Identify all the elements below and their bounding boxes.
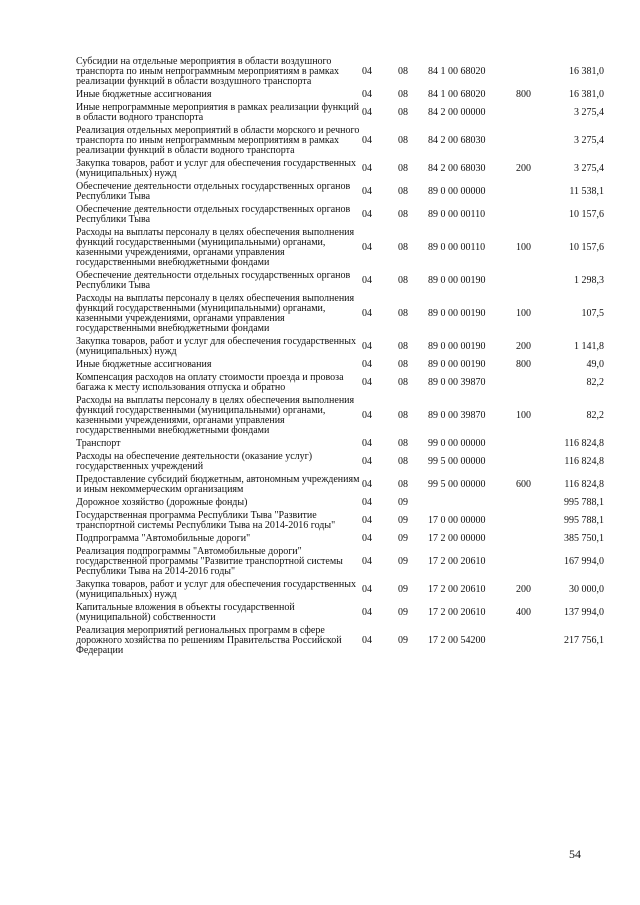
section-code: 04 — [362, 556, 372, 568]
table-row — [76, 337, 604, 360]
table-row — [76, 452, 604, 475]
row-name: Иные непрограммные мероприятия в рамках реализации функций в области водного транспорта — [76, 101, 359, 124]
row-name: Обеспечение деятельности отдельных государственных органов Республики Тыва — [76, 204, 351, 226]
table-row — [76, 373, 604, 396]
table-row — [76, 271, 604, 294]
target-item-code: 89 0 00 00000 — [428, 186, 486, 198]
subsection-code: 09 — [398, 515, 408, 527]
row-name: Предоставление субсидий бюджетным, автономным учреждениям и иным некоммерческим организациям — [76, 474, 360, 496]
row-name: Реализация мероприятий региональных программ в сфере дорожного хозяйства по решениям Правительства Российской Федерации — [76, 625, 342, 657]
section-code: 04 — [362, 533, 372, 545]
target-item-code: 89 0 00 00110 — [428, 242, 486, 254]
expense-type-code — [516, 534, 552, 547]
expense-type-code — [516, 511, 552, 534]
amount: 116 824,8 — [564, 456, 604, 468]
expense-type-code — [516, 205, 552, 228]
amount: 82,2 — [586, 410, 604, 422]
amount: 30 000,0 — [569, 584, 604, 596]
table-row — [76, 396, 604, 439]
row-name: Расходы на обеспечение деятельности (оказание услуг) государственных учреждений — [76, 451, 313, 473]
subsection-code: 08 — [398, 438, 408, 450]
subsection-code: 08 — [398, 209, 408, 221]
row-name: Обеспечение деятельности отдельных государственных органов Республики Тыва — [76, 270, 351, 292]
expense-type-code: 400 — [516, 607, 531, 619]
expense-type-code: 200 — [516, 584, 531, 596]
subsection-code: 08 — [398, 410, 408, 422]
section-code: 04 — [362, 308, 372, 320]
subsection-code: 08 — [398, 456, 408, 468]
amount: 217 756,1 — [564, 635, 604, 647]
target-item-code: 89 0 00 00190 — [428, 359, 486, 371]
row-name: Расходы на выплаты персоналу в целях обеспечения выполнения функций государственными (муниципальными) органами, казенными учреждениями, органами управления государственными внебюджетными фондами — [76, 293, 355, 335]
expense-type-code — [516, 547, 552, 580]
target-item-code: 89 0 00 00190 — [428, 275, 486, 287]
section-code: 04 — [362, 438, 372, 450]
expense-type-code — [516, 103, 552, 126]
target-item-code: 17 0 00 00000 — [428, 515, 486, 527]
row-name: Обеспечение деятельности отдельных государственных органов Республики Тыва — [76, 181, 351, 203]
table-row — [76, 511, 604, 534]
section-code: 04 — [362, 135, 372, 147]
expense-type-code: 200 — [516, 341, 531, 353]
expense-type-code: 200 — [516, 163, 531, 175]
target-item-code: 17 2 00 00000 — [428, 533, 486, 545]
section-code: 04 — [362, 584, 372, 596]
target-item-code — [428, 498, 516, 511]
expense-type-code — [516, 373, 552, 396]
table-row — [76, 205, 604, 228]
row-name: Капитальные вложения в объекты государственной (муниципальной) собственности — [76, 602, 295, 624]
row-name: Иные бюджетные ассигнования — [76, 89, 212, 101]
amount: 1 298,3 — [574, 275, 604, 287]
table-row — [76, 126, 604, 159]
row-name: Дорожное хозяйство (дорожные фонды) — [76, 497, 248, 509]
expense-type-code — [516, 271, 552, 294]
target-item-code: 99 5 00 00000 — [428, 456, 486, 468]
expense-type-code: 800 — [516, 89, 531, 101]
section-code: 04 — [362, 497, 372, 509]
target-item-code: 84 2 00 68030 — [428, 163, 486, 175]
amount: 107,5 — [581, 308, 604, 320]
table-row — [76, 159, 604, 182]
row-name: Закупка товаров, работ и услуг для обеспечения государственных (муниципальных) нужд — [76, 579, 357, 601]
section-code: 04 — [362, 66, 372, 78]
budget-table — [76, 57, 604, 659]
amount: 3 275,4 — [574, 163, 604, 175]
row-name: Расходы на выплаты персоналу в целях обеспечения выполнения функций государственными (муниципальными) органами, казенными учреждениями, органами управления государственными внебюджетными фондами — [76, 395, 355, 437]
target-item-code: 89 0 00 00110 — [428, 209, 486, 221]
section-code: 04 — [362, 515, 372, 527]
section-code: 04 — [362, 89, 372, 101]
amount: 10 157,6 — [569, 209, 604, 221]
subsection-code: 09 — [398, 584, 408, 596]
row-name: Государственная программа Республики Тыва "Развитие транспортной системы Республики Тыва на 2014-2016 годы" — [76, 510, 336, 532]
expense-type-code: 600 — [516, 479, 531, 491]
expense-type-code — [516, 626, 552, 659]
subsection-code: 08 — [398, 359, 408, 371]
amount: 11 538,1 — [569, 186, 604, 198]
amount: 49,0 — [586, 359, 604, 371]
row-name: Транспорт — [76, 438, 121, 450]
expense-type-code: 800 — [516, 359, 531, 371]
subsection-code: 08 — [398, 89, 408, 101]
target-item-code: 84 2 00 00000 — [428, 107, 486, 119]
table-row — [76, 228, 604, 271]
section-code: 04 — [362, 242, 372, 254]
table-row — [76, 182, 604, 205]
section-code: 04 — [362, 479, 372, 491]
row-name: Подпрограмма "Автомобильные дороги" — [76, 533, 251, 545]
amount: 16 381,0 — [569, 89, 604, 101]
section-code: 04 — [362, 456, 372, 468]
amount: 167 994,0 — [564, 556, 604, 568]
amount: 995 788,1 — [564, 497, 604, 509]
section-code: 04 — [362, 635, 372, 647]
target-item-code: 17 2 00 54200 — [428, 635, 486, 647]
target-item-code: 89 0 00 39870 — [428, 410, 486, 422]
subsection-code: 09 — [398, 635, 408, 647]
table-row — [76, 580, 604, 603]
amount: 137 994,0 — [564, 607, 604, 619]
expense-type-code: 100 — [516, 308, 531, 320]
row-name: Субсидии на отдельные мероприятия в области воздушного транспорта по иным непрограммным мероприятиям в рамках реализации функций в области воздушного транспорта — [76, 56, 340, 88]
table-row — [76, 603, 604, 626]
amount: 116 824,8 — [564, 438, 604, 450]
row-name: Реализация подпрограммы "Автомобильные дороги" государственной программы "Развитие транспортной системы Республики Тыва на 2014-2016 годы" — [76, 545, 343, 578]
amount: 385 750,1 — [564, 533, 604, 545]
expense-type-code — [516, 452, 552, 475]
row-name: Закупка товаров, работ и услуг для обеспечения государственных (муниципальных) нужд — [76, 158, 357, 180]
table-row — [76, 475, 604, 498]
section-code: 04 — [362, 359, 372, 371]
subsection-code: 08 — [398, 186, 408, 198]
target-item-code: 99 5 00 00000 — [428, 479, 486, 491]
target-item-code: 17 2 00 20610 — [428, 556, 486, 568]
target-item-code: 84 1 00 68020 — [428, 66, 486, 78]
page-number: 54 — [569, 847, 581, 861]
expense-type-code: 100 — [516, 242, 531, 254]
expense-type-code — [516, 182, 552, 205]
section-code: 04 — [362, 209, 372, 221]
target-item-code: 17 2 00 20610 — [428, 607, 486, 619]
subsection-code: 09 — [398, 533, 408, 545]
amount: 16 381,0 — [569, 66, 604, 78]
amount: 82,2 — [586, 377, 604, 389]
subsection-code: 08 — [398, 135, 408, 147]
subsection-code: 08 — [398, 242, 408, 254]
section-code: 04 — [362, 107, 372, 119]
table-row — [76, 626, 604, 659]
target-item-code: 99 0 00 00000 — [428, 438, 486, 450]
amount: 116 824,8 — [564, 479, 604, 491]
amount: 3 275,4 — [574, 135, 604, 147]
subsection-code: 09 — [398, 556, 408, 568]
target-item-code: 89 0 00 00190 — [428, 341, 486, 353]
subsection-code: 08 — [398, 479, 408, 491]
subsection-code: 08 — [398, 308, 408, 320]
expense-type-code: 100 — [516, 410, 531, 422]
table-row — [76, 547, 604, 580]
expense-type-code — [516, 126, 552, 159]
subsection-code: 08 — [398, 107, 408, 119]
row-name: Закупка товаров, работ и услуг для обеспечения государственных (муниципальных) нужд — [76, 336, 357, 358]
subsection-code: 09 — [398, 607, 408, 619]
table-row — [76, 57, 604, 90]
subsection-code: 09 — [398, 497, 408, 509]
expense-type-code — [516, 498, 552, 511]
amount: 995 788,1 — [564, 515, 604, 527]
section-code: 04 — [362, 377, 372, 389]
subsection-code: 08 — [398, 341, 408, 353]
section-code: 04 — [362, 607, 372, 619]
amount: 1 141,8 — [574, 341, 604, 353]
row-name: Иные бюджетные ассигнования — [76, 359, 212, 371]
expense-type-code — [516, 439, 552, 452]
amount: 10 157,6 — [569, 242, 604, 254]
section-code: 04 — [362, 275, 372, 287]
target-item-code: 89 0 00 39870 — [428, 377, 486, 389]
target-item-code: 17 2 00 20610 — [428, 584, 486, 596]
row-name: Реализация отдельных мероприятий в области морского и речного транспорта по иным непрограммным мероприятиям в рамках реализации функций в области водного транспорта — [76, 124, 360, 157]
section-code: 04 — [362, 163, 372, 175]
target-item-code: 89 0 00 00190 — [428, 308, 486, 320]
amount: 3 275,4 — [574, 107, 604, 119]
budget-table-body — [76, 57, 604, 659]
subsection-code: 08 — [398, 163, 408, 175]
expense-type-code — [516, 57, 552, 90]
section-code: 04 — [362, 410, 372, 422]
target-item-code: 84 1 00 68020 — [428, 89, 486, 101]
subsection-code: 08 — [398, 377, 408, 389]
table-row — [76, 294, 604, 337]
subsection-code: 08 — [398, 275, 408, 287]
table-row — [76, 103, 604, 126]
subsection-code: 08 — [398, 66, 408, 78]
section-code: 04 — [362, 341, 372, 353]
target-item-code: 84 2 00 68030 — [428, 135, 486, 147]
row-name: Компенсация расходов на оплату стоимости проезда и провоза багажа к месту использования отпуска и обратно — [76, 372, 344, 394]
row-name: Расходы на выплаты персоналу в целях обеспечения выполнения функций государственными (муниципальными) органами, казенными учреждениями, органами управления государственными внебюджетными фондами — [76, 226, 355, 269]
section-code: 04 — [362, 186, 372, 198]
